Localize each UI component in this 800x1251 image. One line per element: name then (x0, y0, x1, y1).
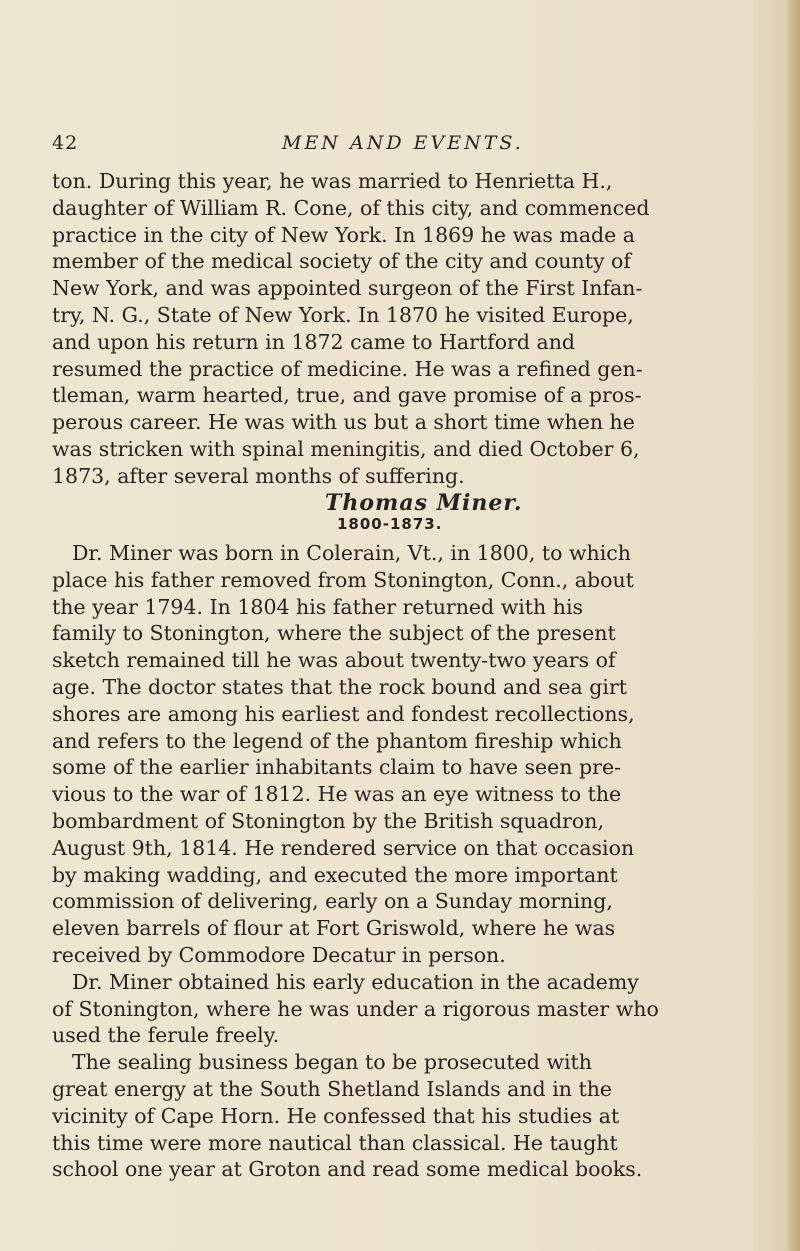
text-line: school one year at Groton and read some medical books. (52, 1157, 643, 1182)
text-line: used the ferule freely. (52, 1023, 280, 1048)
text-line: New York, and was appointed surgeon of the First Infan- (52, 276, 643, 301)
text-line: great energy at the South Shetland Islands and in the (52, 1076, 613, 1101)
text-line: member of the medical society of the city and county of (52, 249, 631, 274)
text-line: Dr. Miner obtained his early education in the academy (72, 969, 639, 994)
text-line: bombardment of Stonington by the British squadron, (52, 808, 604, 833)
text-line: perous career. He was with us but a short time when he (52, 410, 635, 435)
text-line: practice in the city of New York. In 1869 he was made a (52, 222, 636, 247)
text-line: received by Commodore Decatur in person. (52, 942, 506, 967)
text-line: vious to the war of 1812. He was an eye witness to the (52, 782, 622, 807)
page-edge-shadow (786, 0, 800, 1251)
text-line: Dr. Miner was born in Colerain, Vt., in 1800, to which (72, 541, 631, 565)
text-line: resumed the practice of medicine. He was a refined gen- (52, 356, 643, 381)
text-line: commission of delivering, early on a Sunday morning, (52, 889, 613, 914)
text-line: tleman, warm hearted, true, and gave promise of a pros- (52, 383, 642, 408)
text-line: sketch remained till he was about twenty-two years of (52, 648, 616, 673)
text-line: some of the earlier inhabitants claim to have seen pre- (52, 755, 622, 780)
section-heading-name: Thomas Miner. (325, 490, 523, 516)
text-line: age. The doctor states that the rock bound and sea girt (52, 674, 628, 699)
paragraph-1 (52, 168, 742, 490)
paragraph-2 (52, 540, 742, 1183)
text-line: vicinity of Cape Horn. He confessed that his studies at (52, 1103, 620, 1128)
text-line: The sealing business began to be prosecuted with (72, 1050, 592, 1075)
text-line: and upon his return in 1872 came to Hartford and (52, 329, 576, 354)
text-line: the year 1794. In 1804 his father returned with his (52, 594, 584, 619)
text-line: this time were more nautical than classical. He taught (52, 1130, 618, 1155)
text-line: ton. During this year, he was married to Henrietta H., (52, 169, 613, 193)
text-line: 1873, after several months of suffering. (52, 463, 465, 488)
text-line: family to Stonington, where the subject of the present (52, 621, 616, 646)
text-line: and refers to the legend of the phantom fireship which (52, 728, 622, 753)
text-line: was stricken with spinal meningitis, and died October 6, (52, 436, 640, 461)
text-line: by making wadding, and executed the more important (52, 862, 618, 887)
text-line: shores are among his earliest and fondest recollections, (52, 701, 635, 726)
running-head: MEN AND EVENTS. (282, 132, 524, 154)
text-line: eleven barrels of flour at Fort Griswold, where he was (52, 916, 616, 941)
page-header (52, 132, 752, 162)
section-heading-dates: 1800-1873. (337, 515, 443, 533)
text-line: try, N. G., State of New York. In 1870 he visited Europe, (52, 302, 634, 327)
text-line: place his father removed from Stonington, Conn., about (52, 567, 634, 592)
page-number: 42 (52, 132, 79, 154)
text-line: August 9th, 1814. He rendered service on that occasion (52, 835, 635, 860)
text-line: of Stonington, where he was under a rigorous master who (52, 996, 659, 1021)
text-line: daughter of William R. Cone, of this city, and commenced (52, 195, 650, 220)
